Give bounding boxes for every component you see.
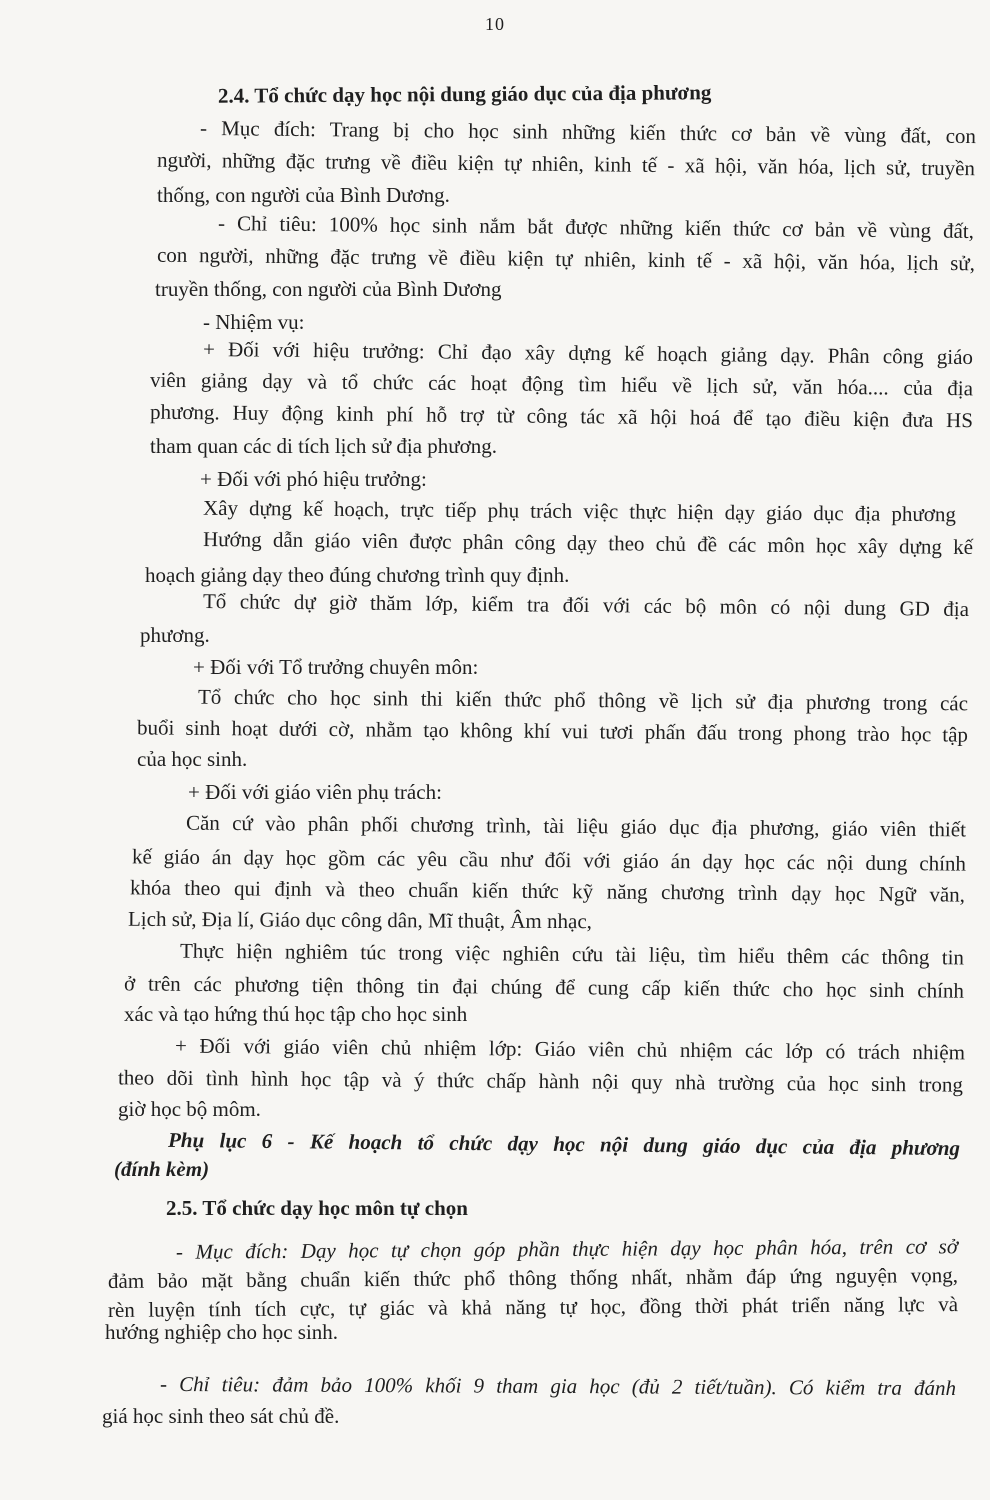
paragraph-line: Thực hiện nghiêm túc trong việc nghiên cứu tài liệu, tìm hiểu thêm các thông tin [179,938,965,970]
paragraph-line: buổi sinh hoạt dưới cờ, nhằm tạo không khí vui tươi phấn đấu trong phong trào học tập [136,715,969,747]
paragraph-line: Lịch sử, Địa lí, Giáo dục công dân, Mĩ thuật, Âm nhạc, [127,906,593,934]
paragraph-line: ở trên các phương tiện thông tin đại chúng để cung cấp kiến thức cho học sinh chính [123,971,965,1003]
paragraph-line: kế giáo án dạy học gồm các yêu cầu như đối với giáo án dạy học các nội dung chính [131,844,967,876]
page-number: 10 [485,14,505,34]
paragraph-line: Tổ chức dự giờ thăm lớp, kiểm tra đối với các bộ môn có nội dung GD địa [202,588,970,622]
paragraph-line: giá học sinh theo sát chủ đề. [102,1404,340,1428]
paragraph-line: + Đối với hiệu trưởng: Chỉ đạo xây dựng kế hoạch giảng dạy. Phân công giáo [202,336,974,370]
paragraph-line: con người, những đặc trưng về điều kiện tự nhiên, kinh tế - xã hội, văn hóa, lịch sử, [156,242,976,276]
paragraph-line: tham quan các di tích lịch sử địa phương. [150,434,498,458]
paragraph-line: - Mục đích: Trang bị cho học sinh những kiến thức cơ bản về vùng đất, con [199,115,977,149]
paragraph-line: Hướng dẫn giáo viên được phân công dạy theo chủ đề các môn học xây dựng kế [202,526,974,560]
paragraph-line: giờ học bộ môm. [118,1097,261,1121]
appendix-reference: Phụ lục 6 - Kế hoạch tổ chức dạy học nội dung giáo dục của địa phương [167,1127,961,1161]
paragraph-line: - Chỉ tiêu: đảm bảo 100% khối 9 tham gia học (đủ 2 tiết/tuần). Có kiểm tra đánh [159,1371,957,1401]
paragraph-line: hoạch giảng dạy theo đúng chương trình quy định. [145,563,570,587]
paragraph-line: + Đối với giáo viên phụ trách: [188,780,442,804]
paragraph-line: viên giảng dạy và tổ chức các hoạt động tìm hiểu về lịch sử, văn hóa.... của địa [149,367,974,401]
paragraph-line: phương. Huy động kinh phí hỗ trợ từ công tác xã hội hoá để tạo điều kiện đưa HS [149,399,974,433]
section-heading-2-5: 2.5. Tổ chức dạy học môn tự chọn [166,1196,468,1220]
paragraph-line: - Mục đích: Dạy học tự chọn góp phần thực hiện dạy học phân hóa, trên cơ sở [175,1234,959,1264]
paragraph-line: hướng nghiệp cho học sinh. [105,1320,339,1344]
paragraph-line: đảm bảo mặt bằng chuẩn kiến thức phổ thông thống nhất, nhằm đáp ứng nguyện vọng, [107,1263,959,1293]
paragraph-line: Xây dựng kế hoạch, trực tiếp phụ trách việc thực hiện dạy giáo dục địa phương [202,495,957,527]
paragraph-line: theo dõi tình hình học tập và ý thức chấp hành nội quy nhà trường của học sinh trong [117,1065,964,1097]
section-heading-2-4: 2.4. Tổ chức dạy học nội dung giáo dục của địa phương [217,80,712,108]
paragraph-line: + Đối với Tổ trưởng chuyên môn: [193,655,479,679]
paragraph-line: - Chỉ tiêu: 100% học sinh nắm bắt được những kiến thức cơ bản về vùng đất, [217,211,975,243]
paragraph-line: truyền thống, con người của Bình Dương [155,277,502,301]
appendix-reference: (đính kèm) [114,1157,210,1181]
paragraph-line: người, những đặc trưng về điều kiện tự nhiên, kinh tế - xã hội, văn hóa, lịch sử, truyền [156,147,976,181]
paragraph-line: Tổ chức cho học sinh thi kiến thức phổ thông về lịch sử địa phương trong các [197,684,969,716]
paragraph-line: + Đối với giáo viên chủ nhiệm lớp: Giáo viên chủ nhiệm các lớp có trách nhiệm [174,1033,966,1065]
paragraph-line: Căn cứ vào phân phối chương trình, tài liệu giáo dục địa phương, giáo viên thiết [185,810,967,842]
paragraph-line: rèn luyện tính tích cực, tự giác và khả năng tự học, đồng thời phát triển năng lực và [107,1292,959,1322]
paragraph-line: khóa theo qui định và theo chuẩn kiến thức kỹ năng chương trình dạy học Ngữ văn, [129,875,966,907]
paragraph-line: thống, con người của Bình Dương. [157,183,450,207]
paragraph-line: phương. [140,623,210,647]
paragraph-line: xác và tạo hứng thú học tập cho học sinh [124,1002,468,1026]
paragraph-line: của học sinh. [137,747,248,771]
paragraph-line: + Đối với phó hiệu trưởng: [200,467,427,491]
paragraph-line: - Nhiệm vụ: [203,310,305,334]
